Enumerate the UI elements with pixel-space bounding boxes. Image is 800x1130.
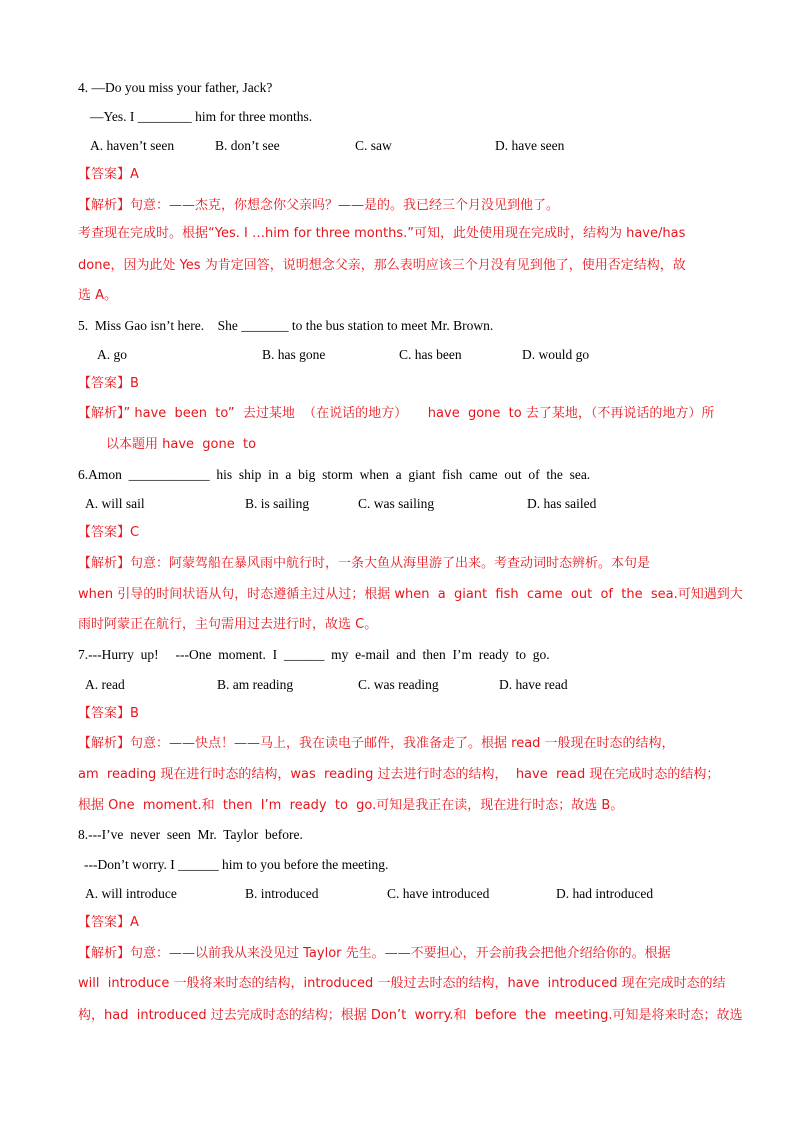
question-7-options — [85, 676, 685, 694]
question-5-options — [97, 346, 697, 364]
question-8-reply: ---Don’t worry. I ______ him to you before the meeting. — [84, 857, 389, 872]
question-8-answer: 【答案】A — [78, 915, 139, 930]
question-8-analysis-line: 构，had introduced 过去完成时态的结构；根据 Don’t worry.和 before the meeting.可知是将来时态；故选 — [78, 1008, 743, 1023]
question-6-analysis-line: 【解析】句意：阿蒙驾船在暴风雨中航行时，一条大鱼从海里游了出来。考查动词时态辨析。本句是 — [78, 556, 651, 571]
option-c: C. was reading — [358, 677, 439, 692]
option-a: A. haven’t seen — [90, 138, 175, 153]
question-7-analysis-line: 【解析】句意：——快点！——马上，我在读电子邮件，我准备走了。根据 read 一般现在时态的结构， — [78, 736, 675, 751]
option-c: C. has been — [399, 347, 462, 362]
option-b: B. don’t see — [215, 138, 280, 153]
question-6-analysis-line: when 引导的时间状语从句，时态遵循主过从过；根据 when a giant fish came out of the sea.可知遇到大 — [78, 587, 743, 602]
question-8-analysis-line: will introduce 一般将来时态的结构，introduced 一般过去时态的结构，have introduced 现在完成时态的结 — [78, 976, 726, 991]
question-5-answer: 【答案】B — [78, 376, 139, 391]
question-4-analysis-line: 考查现在完成时。根据“Yes. I …him for three months.”可知，此处使用现在完成时，结构为 have/has — [78, 226, 686, 241]
option-c: C. have introduced — [387, 886, 490, 901]
question-5-analysis-line: 以本题用 have gone to — [106, 437, 257, 452]
option-d: D. have read — [499, 677, 568, 692]
option-c: C. saw — [355, 138, 392, 153]
option-b: B. introduced — [245, 886, 319, 901]
question-8-stem: 8.---I’ve never seen Mr. Taylor before. — [78, 827, 303, 842]
question-4-stem: 4. —Do you miss your father, Jack? — [78, 80, 273, 95]
question-4-answer: 【答案】A — [78, 167, 139, 182]
question-6-answer: 【答案】C — [78, 525, 140, 540]
option-d: D. has sailed — [527, 496, 597, 511]
question-5-analysis-line: 【解析】” have been to” 去过某地 （在说话的地方） have gone to 去了某地，（不再说话的地方）所 — [78, 406, 715, 421]
option-d: D. would go — [522, 347, 590, 362]
question-4-reply: —Yes. I ________ him for three months. — [90, 109, 313, 124]
question-4-analysis-line: 【解析】句意：——杰克，你想念你父亲吗？——是的。我已经三个月没见到他了。 — [78, 198, 560, 213]
option-b: B. has gone — [262, 347, 326, 362]
question-7-analysis-line: 根据 One moment.和 then I’m ready to go.可知是我正在读，现在进行时态；故选 B。 — [78, 798, 624, 813]
question-6-analysis-line: 雨时阿蒙正在航行，主句需用过去进行时，故选 C。 — [78, 617, 378, 632]
question-4-analysis-line: 选 A。 — [78, 288, 118, 303]
option-d: D. have seen — [495, 138, 565, 153]
option-a: A. go — [97, 347, 127, 362]
question-8-options — [85, 885, 725, 903]
question-7-answer: 【答案】B — [78, 706, 139, 721]
option-a: A. will introduce — [85, 886, 177, 901]
option-b: B. is sailing — [245, 496, 310, 511]
question-7-stem: 7.---Hurry up! ---One moment. I ______ my e-mail and then I’m ready to go. — [78, 647, 550, 662]
question-6-stem: 6.Amon ____________ his ship in a big storm when a giant fish came out of the sea. — [78, 467, 591, 482]
option-d: D. had introduced — [556, 886, 654, 901]
question-4-options — [90, 137, 690, 155]
option-a: A. read — [85, 677, 125, 692]
question-5-stem: 5. Miss Gao isn’t here. She _______ to the bus station to meet Mr. Brown. — [78, 318, 494, 333]
option-c: C. was sailing — [358, 496, 435, 511]
question-7-analysis-line: am reading 现在进行时态的结构，was reading 过去进行时态的结构， have read 现在完成时态的结构； — [78, 767, 720, 782]
question-8-analysis-line: 【解析】句意：——以前我从来没见过 Taylor 先生。——不要担心，开会前我会把他介绍给你的。根据 — [78, 946, 671, 961]
option-b: B. am reading — [217, 677, 294, 692]
option-a: A. will sail — [85, 496, 145, 511]
question-6-options — [85, 495, 685, 513]
question-4-analysis-line: done，因为此处 Yes 为肯定回答，说明想念父亲，那么表明应该三个月没有见到他了，使用否定结构，故 — [78, 258, 686, 273]
